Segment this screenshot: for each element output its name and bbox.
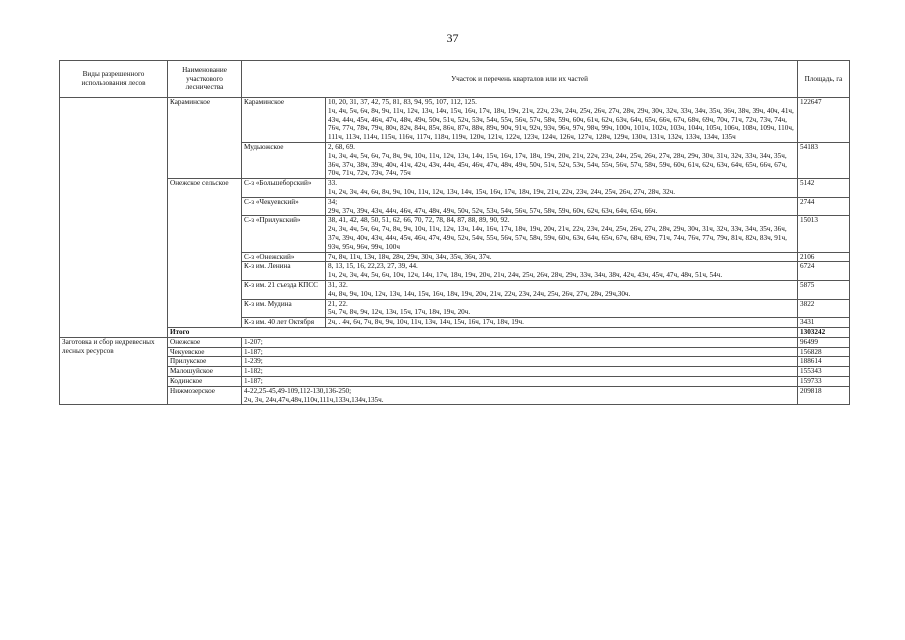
area-cell: 2744 — [798, 197, 850, 216]
table-row — [60, 337, 850, 347]
table-row — [60, 179, 850, 198]
quarters-partial: 4ч, 8ч, 9ч, 10ч, 12ч, 13ч, 14ч, 15ч, 16ч, 18ч, 19ч, 20ч, 21ч, 22ч, 23ч, 24ч, 25ч, 26ч, 27ч, 28ч, 29ч,30ч. — [328, 289, 631, 298]
header-forestry: Наименование участкового лесничества — [168, 61, 242, 98]
area-cell: 15013 — [798, 216, 850, 252]
header-quarters: Участок и перечень кварталов или их частей — [242, 61, 798, 98]
forestry-cell: Онежское — [168, 337, 242, 347]
total-label: Итого — [168, 327, 798, 337]
quarters-cell: 1-187; — [242, 347, 798, 357]
site-cell: К-з им. Мудина — [242, 299, 326, 318]
area-cell: 3822 — [798, 299, 850, 318]
quarters-cell — [326, 142, 798, 178]
forestry-cell: Малошуйское — [168, 367, 242, 377]
quarters-full: 4-22,25-45,49-109,112-130,136-250; — [244, 386, 352, 395]
site-cell: К-з им. 40 лет Октября — [242, 318, 326, 328]
area-cell: 54183 — [798, 142, 850, 178]
site-cell: С-з «Онежский» — [242, 252, 326, 262]
forestry-cell: Прилукское — [168, 357, 242, 367]
table-row — [60, 98, 850, 143]
total-value: 1303242 — [798, 327, 850, 337]
use-cell: Заготовка и сбор недревесных лесных ресурсов — [60, 337, 168, 405]
quarters-cell: 1-239; — [242, 357, 798, 367]
area-cell: 2106 — [798, 252, 850, 262]
quarters-full: 21, 22. — [328, 299, 348, 308]
forestry-cell: Нижмозерское — [168, 386, 242, 405]
site-cell: С-з «Прилукский» — [242, 216, 326, 252]
use-cell — [60, 98, 168, 338]
quarters-partial: 29ч, 37ч, 39ч, 43ч, 44ч, 46ч, 47ч, 48ч, 49ч, 50ч, 52ч, 53ч, 54ч, 56ч, 57ч, 58ч, 59ч, 60ч, 62ч, 63ч, 64ч, 65ч, 66ч. — [328, 206, 658, 215]
area-cell: 96499 — [798, 337, 850, 347]
quarters-partial: 2ч, 3ч, 4ч, 5ч, 6ч, 7ч, 8ч, 9ч, 10ч, 11ч, 12ч, 13ч, 14ч, 16ч, 17ч, 18ч, 19ч, 20ч, 21ч, 22ч, 23ч, 24ч, 25ч, 26ч, 27ч, 28ч, 29ч, 30ч, 31ч, 32ч, 33ч, 34ч, 35ч, 36ч, 37ч, 39ч, 40ч, 43ч, 44ч, 45ч, 46ч, 47ч, 49ч, 52ч, 54ч, 55ч, 56ч, 57ч, 58ч, 59ч, 60ч, 63ч, 64ч, 65ч, 67ч, 68ч, 69ч, 71ч, 74ч, 76ч, 77ч, 79ч, 81ч, 82ч, 83ч, 91ч, 93ч, 95ч, 96ч, 99ч, 100ч — [328, 225, 787, 251]
area-cell: 5142 — [798, 179, 850, 198]
area-cell: 155343 — [798, 367, 850, 377]
area-cell: 188614 — [798, 357, 850, 367]
quarters-full: 2, 68, 69. — [328, 142, 355, 151]
quarters-partial: 5ч, 7ч, 8ч, 9ч, 12ч, 13ч, 15ч, 17ч, 18ч, 19ч, 20ч. — [328, 308, 471, 317]
header-use: Виды разрешенного использования лесов — [60, 61, 168, 98]
quarters-full: 38, 41, 42, 48, 50, 51, 62, 66, 70, 72, 78, 84, 87, 88, 89, 90, 92. — [328, 216, 510, 225]
area-cell: 156828 — [798, 347, 850, 357]
quarters-full: 2ч, . 4ч, 6ч, 7ч, 8ч, 9ч, 10ч, 11ч, 13ч, 14ч, 15ч, 16ч, 17ч, 18ч, 19ч. — [328, 318, 524, 327]
total-row — [60, 327, 850, 337]
table-header-row — [60, 61, 850, 98]
quarters-partial: 1ч, 4ч, 5ч, 6ч, 8ч, 9ч, 11ч, 12ч, 13ч, 14ч, 15ч, 16ч, 17ч, 18ч, 19ч, 21ч, 22ч, 23ч, 24ч, 25ч, 26ч, 27ч, 28ч, 29ч, 30ч, 32ч, 33ч, 34ч, 35ч, 36ч, 38ч, 39ч, 40ч, 41ч, 43ч, 44ч, 45ч, 46ч, 47ч, 48ч, 49ч, 50ч, 51ч, 52ч, 53ч, 54ч, 55ч, 56ч, 57ч, 58ч, 59ч, 60ч, 61ч, 62ч, 63ч, 64ч, 65ч, 66ч, 67ч, 68ч, 69ч, 70ч, 71ч, 72ч, 73ч, 74ч, 76ч, 77ч, 78ч, 79ч, 80ч, 82ч, 84ч, 85ч, 86ч, 87ч, 88ч, 89ч, 90ч, 91ч, 92ч, 93ч, 96ч, 97ч, 98ч, 99ч, 100ч, 101ч, 102ч, 103ч, 104ч, 105ч, 106ч, 108ч, 109ч, 110ч, 111ч, 113ч, 114ч, 115ч, 116ч, 117ч, 118ч, 119ч, 120ч, 121ч, 122ч, 123ч, 124ч, 126ч, 127ч, 128ч, 129ч, 130ч, 131ч, 132ч, 133ч, 134ч, 135ч — [328, 106, 794, 142]
quarters-full: 33. — [328, 179, 337, 188]
quarters-cell — [326, 98, 798, 143]
quarters-cell — [326, 280, 798, 299]
quarters-cell — [326, 216, 798, 252]
quarters-cell — [326, 262, 798, 281]
forestry-cell: Онежское сельское — [168, 179, 242, 328]
quarters-full: 8, 13, 15, 16, 22,23, 27, 39, 44. — [328, 262, 418, 271]
site-cell: С-з «Чекуевский» — [242, 197, 326, 216]
quarters-cell: 1-187; — [242, 376, 798, 386]
quarters-cell — [326, 179, 798, 198]
area-cell: 209818 — [798, 386, 850, 405]
quarters-partial: 1ч, 2ч, 3ч, 4ч, 5ч, 6ч, 10ч, 12ч, 14ч, 17ч, 18ч, 19ч, 20ч, 21ч, 24ч, 25ч, 26ч, 28ч, 29ч, 33ч, 34ч, 38ч, 42ч, 43ч, 45ч, 47ч, 48ч, 51ч, 54ч. — [328, 271, 723, 280]
table-row — [60, 367, 850, 377]
quarters-cell — [326, 252, 798, 262]
table-row — [60, 347, 850, 357]
forestry-cell: Чекуевское — [168, 347, 242, 357]
quarters-cell — [326, 197, 798, 216]
quarters-partial: 2ч, 3ч, 24ч,47ч,48ч,110ч,111ч,133ч,134ч,135ч. — [244, 395, 384, 404]
site-cell: К-з им. 21 съезда КПСС — [242, 280, 326, 299]
site-cell: С-з «Большеборский» — [242, 179, 326, 198]
quarters-cell: 1-182; — [242, 367, 798, 377]
page-number: 37 — [446, 31, 459, 45]
quarters-cell: 1-207; — [242, 337, 798, 347]
forestry-cell: Караминское — [168, 98, 242, 179]
table-row — [60, 386, 850, 405]
area-cell: 159733 — [798, 376, 850, 386]
quarters-partial: 1ч, 2ч, 3ч, 4ч, 6ч, 8ч, 9ч, 10ч, 11ч, 12ч, 13ч, 14ч, 15ч, 16ч, 17ч, 18ч, 19ч, 21ч, 22ч, 23ч, 24ч, 25ч, 26ч, 27ч, 28ч, 32ч. — [328, 187, 676, 196]
area-cell: 122647 — [798, 98, 850, 143]
table-row — [60, 357, 850, 367]
quarters-full: 10, 20, 31, 37, 42, 75, 81, 83, 94, 95, 107, 112, 125. — [328, 98, 477, 106]
quarters-full: 31, 32. — [328, 280, 348, 289]
forestry-cell: Кодинское — [168, 376, 242, 386]
area-cell: 5875 — [798, 280, 850, 299]
quarters-cell — [242, 386, 798, 405]
quarters-full: 7ч, 8ч, 11ч, 13ч, 18ч, 28ч, 29ч, 30ч, 34ч, 35ч, 36ч, 37ч. — [328, 252, 492, 261]
quarters-partial: 1ч, 3ч, 4ч, 5ч, 6ч, 7ч, 8ч, 9ч, 10ч, 11ч, 12ч, 13ч, 14ч, 15ч, 16ч, 17ч, 18ч, 19ч, 20ч, 21ч, 22ч, 23ч, 24ч, 25ч, 26ч, 27ч, 28ч, 29ч, 30ч, 31ч, 32ч, 33ч, 34ч, 35ч, 36ч, 37ч, 38ч, 39ч, 40ч, 41ч, 42ч, 43ч, 44ч, 45ч, 46ч, 47ч, 48ч, 49ч, 50ч, 51ч, 52ч, 53ч, 54ч, 55ч, 56ч, 57ч, 58ч, 59ч, 60ч, 61ч, 62ч, 63ч, 64ч, 65ч, 66ч, 67ч, 70ч, 71ч, 72ч, 73ч, 74ч, 75ч — [328, 151, 787, 178]
quarters-cell — [326, 318, 798, 328]
site-cell: Мудьюжское — [242, 142, 326, 178]
forest-use-table — [59, 60, 850, 405]
area-cell: 6724 — [798, 262, 850, 281]
site-cell: Караминское — [242, 98, 326, 143]
quarters-cell — [326, 299, 798, 318]
header-area: Площадь, га — [798, 61, 850, 98]
table-row — [60, 376, 850, 386]
site-cell: К-з им. Ленина — [242, 262, 326, 281]
quarters-full: 34; — [328, 197, 338, 206]
area-cell: 3431 — [798, 318, 850, 328]
